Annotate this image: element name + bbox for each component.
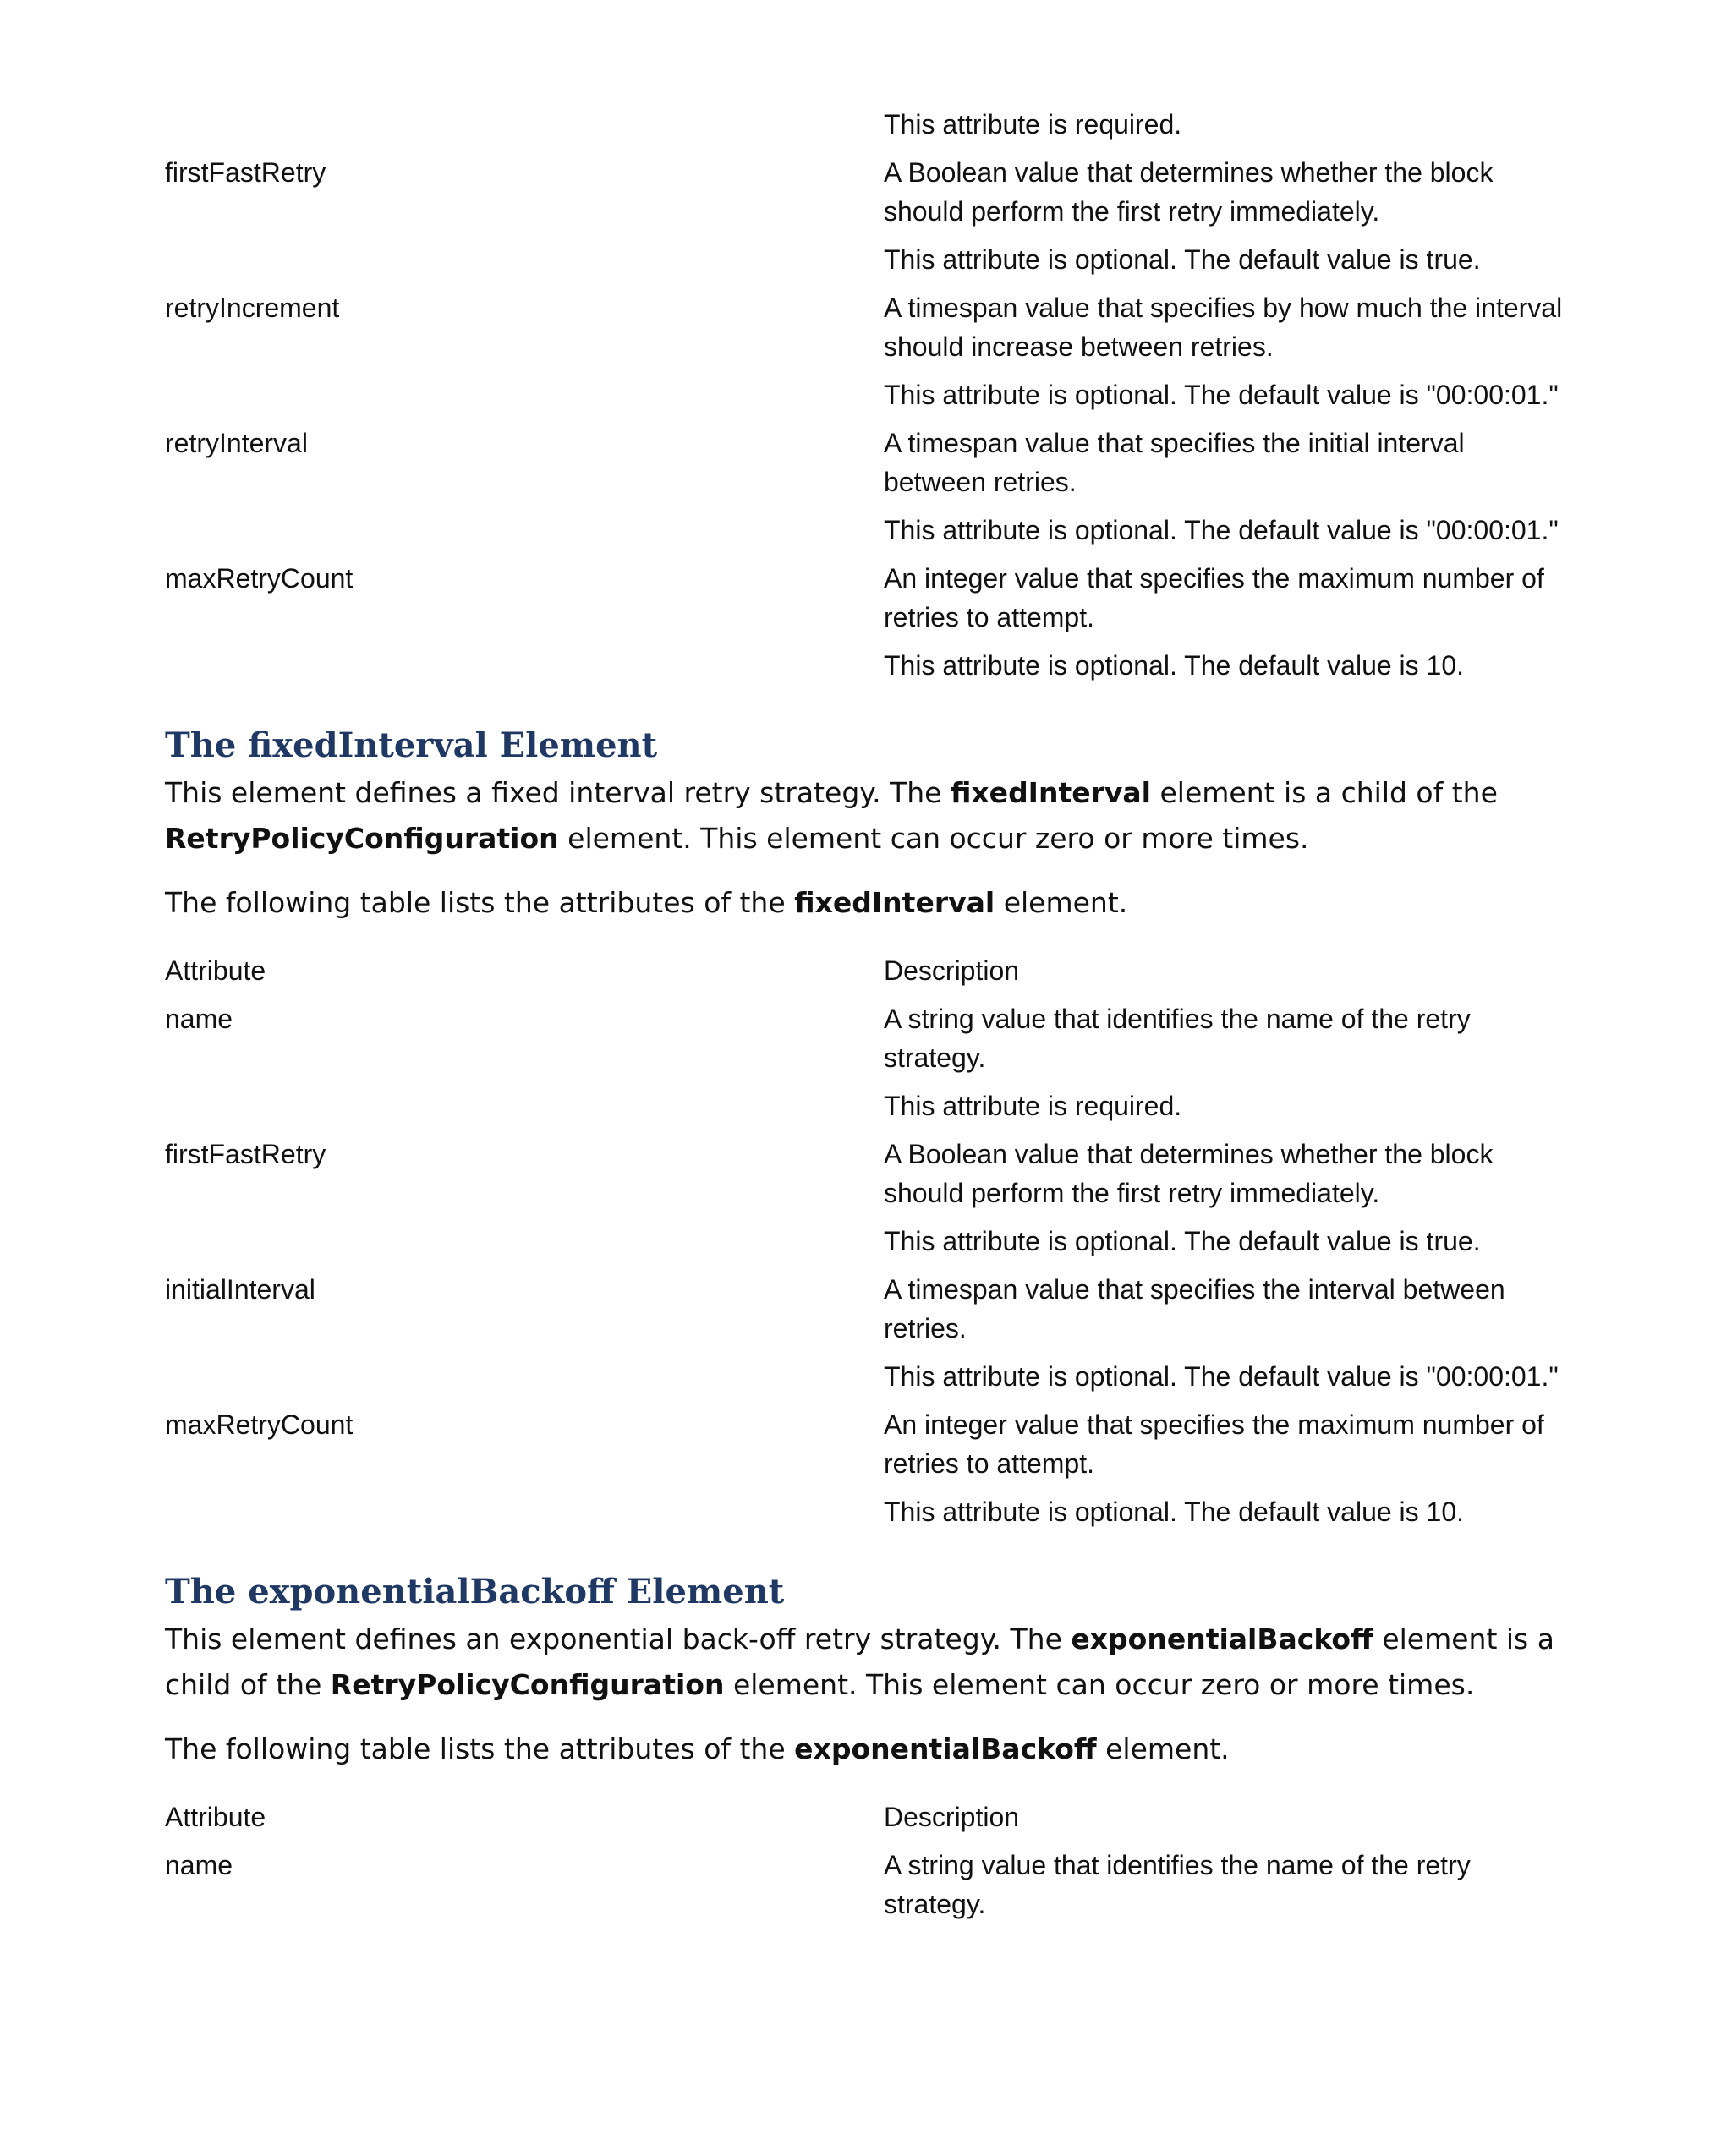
- text-run: This element defines an exponential back-off retry strategy. The: [165, 1622, 1072, 1655]
- description-line: A string value that identifies the name of the retry strategy.: [884, 1850, 1471, 1919]
- text-run-bold: fixedInterval: [794, 886, 995, 919]
- table-header-row: [165, 951, 1573, 999]
- column-header-description: Description: [884, 955, 1020, 986]
- column-header-attribute: Attribute: [165, 955, 266, 986]
- description-line: A timespan value that specifies by how much the interval should increase between retries.: [884, 293, 1563, 362]
- description-line: This attribute is optional. The default value is 10.: [884, 1497, 1465, 1527]
- table-row: [165, 1405, 1573, 1540]
- description-line: A Boolean value that determines whether the block should perform the first retry immediately.: [884, 157, 1494, 227]
- table-row: [165, 999, 1573, 1135]
- text-run-bold: exponentialBackoff: [1071, 1622, 1373, 1655]
- text-run-bold: fixedInterval: [950, 776, 1151, 809]
- attribute-name: firstFastRetry: [165, 1139, 326, 1169]
- description-line: This attribute is required.: [884, 1091, 1182, 1121]
- attribute-name: maxRetryCount: [165, 1409, 354, 1440]
- description-line: This attribute is optional. The default value is true.: [884, 1226, 1481, 1256]
- table-header-row: [165, 1798, 1573, 1846]
- attribute-description: [884, 1846, 1573, 1933]
- column-header-attribute: Attribute: [165, 1802, 266, 1832]
- attribute-description: [884, 1405, 1573, 1540]
- text-run: The following table lists the attributes of the: [165, 1732, 795, 1765]
- attribute-description: [884, 559, 1573, 694]
- description-line: An integer value that specifies the maximum number of retries to attempt.: [884, 1409, 1544, 1479]
- description-line: A string value that identifies the name of the retry strategy.: [884, 1004, 1471, 1073]
- attribute-name: initialInterval: [165, 1274, 315, 1305]
- attributes-table: [165, 951, 1573, 1540]
- attribute-name: retryInterval: [165, 428, 308, 458]
- table-row: [165, 424, 1573, 559]
- description-line: An integer value that specifies the maximum number of retries to attempt.: [884, 563, 1544, 632]
- description-line: This attribute is optional. The default value is 10.: [884, 650, 1465, 681]
- text-run: This element defines a fixed interval retry strategy. The: [165, 776, 951, 809]
- attribute-description: [884, 288, 1573, 424]
- attribute-name: [165, 105, 884, 153]
- section-heading: The exponentialBackoff Element: [165, 1572, 785, 1612]
- section-paragraph: [165, 770, 1573, 862]
- text-run-bold: RetryPolicyConfiguration: [165, 822, 559, 855]
- description-line: A timespan value that specifies the initial interval between retries.: [884, 428, 1465, 497]
- text-run: element. This element can occur zero or more times.: [558, 822, 1309, 855]
- description-line: This attribute is optional. The default value is "00:00:01.": [884, 380, 1559, 410]
- text-run: element is a child of the: [165, 1622, 1554, 1701]
- attribute-description: [884, 105, 1573, 153]
- attribute-name: firstFastRetry: [165, 157, 326, 188]
- description-line: This attribute is optional. The default value is "00:00:01.": [884, 1361, 1559, 1392]
- table-row: [165, 1270, 1573, 1405]
- text-run-bold: exponentialBackoff: [794, 1732, 1097, 1765]
- document-page: [165, 105, 1573, 1933]
- attribute-name: name: [165, 1004, 233, 1034]
- text-run: element.: [1096, 1732, 1230, 1765]
- attribute-description: [884, 424, 1573, 559]
- text-run-bold: RetryPolicyConfiguration: [330, 1668, 725, 1701]
- text-run: element.: [995, 886, 1128, 919]
- attributes-table-continued: [165, 105, 1573, 694]
- description-line: A Boolean value that determines whether the block should perform the first retry immediately.: [884, 1139, 1494, 1208]
- description-line: This attribute is optional. The default value is true.: [884, 244, 1481, 275]
- attribute-name: retryIncrement: [165, 293, 340, 323]
- attribute-description: [884, 1270, 1573, 1405]
- section-fixed-interval: [165, 721, 1573, 1540]
- table-row: [165, 1135, 1573, 1270]
- section-paragraph: [165, 880, 1573, 926]
- section-paragraph: [165, 1726, 1573, 1772]
- attribute-description: [884, 153, 1573, 288]
- section-exponential-backoff: [165, 1568, 1573, 1933]
- section-heading: The fixedInterval Element: [165, 725, 658, 765]
- attributes-table: [165, 1798, 1573, 1933]
- attribute-description: [884, 1135, 1573, 1270]
- description-line: This attribute is optional. The default value is "00:00:01.": [884, 515, 1559, 545]
- attribute-name: name: [165, 1850, 233, 1880]
- attribute-name: maxRetryCount: [165, 563, 354, 594]
- column-header-description: Description: [884, 1802, 1020, 1832]
- table-row: [165, 153, 1573, 288]
- text-run: element. This element can occur zero or more times.: [724, 1668, 1475, 1701]
- section-paragraph: [165, 1617, 1573, 1708]
- table-row: [165, 105, 1573, 153]
- description-line: A timespan value that specifies the interval between retries.: [884, 1274, 1505, 1343]
- text-run: The following table lists the attributes of the: [165, 886, 795, 919]
- text-run: element is a child of the: [1150, 776, 1498, 809]
- table-row: [165, 1846, 1573, 1933]
- table-row: [165, 288, 1573, 424]
- description-line: This attribute is required.: [884, 109, 1182, 140]
- attribute-description: [884, 999, 1573, 1135]
- table-row: [165, 559, 1573, 694]
